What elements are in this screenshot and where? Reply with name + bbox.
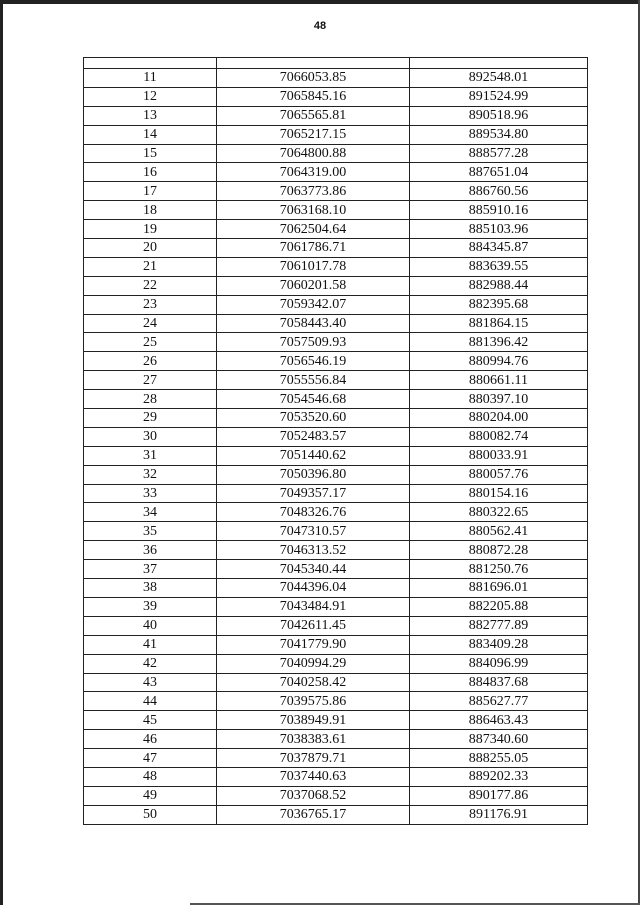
point-number-cell: 29 bbox=[84, 409, 217, 428]
point-number-cell: 33 bbox=[84, 484, 217, 503]
point-number-cell: 38 bbox=[84, 579, 217, 598]
y-coordinate-cell: 883639.55 bbox=[410, 257, 588, 276]
point-number-cell: 28 bbox=[84, 390, 217, 409]
point-number-cell: 41 bbox=[84, 635, 217, 654]
x-coordinate-cell: 7065845.16 bbox=[217, 87, 410, 106]
x-coordinate-cell: 7054546.68 bbox=[217, 390, 410, 409]
x-coordinate-cell: 7060201.58 bbox=[217, 276, 410, 295]
y-coordinate-cell: 886463.43 bbox=[410, 711, 588, 730]
x-coordinate-cell: 7046313.52 bbox=[217, 541, 410, 560]
y-coordinate-cell: 884345.87 bbox=[410, 239, 588, 258]
point-number-cell: 20 bbox=[84, 239, 217, 258]
table-row bbox=[84, 390, 588, 409]
table-row bbox=[84, 465, 588, 484]
point-number-cell: 43 bbox=[84, 673, 217, 692]
point-number-cell: 16 bbox=[84, 163, 217, 182]
y-coordinate-cell: 887340.60 bbox=[410, 730, 588, 749]
point-number-cell: 24 bbox=[84, 314, 217, 333]
table-row bbox=[84, 484, 588, 503]
point-number-cell: 23 bbox=[84, 295, 217, 314]
y-coordinate-cell: 882395.68 bbox=[410, 295, 588, 314]
table-row bbox=[84, 182, 588, 201]
table-row bbox=[84, 257, 588, 276]
table-row bbox=[84, 711, 588, 730]
y-coordinate-cell: 881250.76 bbox=[410, 560, 588, 579]
point-number-cell: 27 bbox=[84, 371, 217, 390]
y-coordinate-cell: 880033.91 bbox=[410, 446, 588, 465]
x-coordinate-cell: 7063168.10 bbox=[217, 201, 410, 220]
y-coordinate-cell: 886760.56 bbox=[410, 182, 588, 201]
table-cell bbox=[410, 58, 588, 69]
point-number-cell: 31 bbox=[84, 446, 217, 465]
x-coordinate-cell: 7062504.64 bbox=[217, 220, 410, 239]
x-coordinate-cell: 7057509.93 bbox=[217, 333, 410, 352]
point-number-cell: 48 bbox=[84, 767, 217, 786]
point-number-cell: 35 bbox=[84, 522, 217, 541]
table-row bbox=[84, 125, 588, 144]
x-coordinate-cell: 7055556.84 bbox=[217, 371, 410, 390]
coordinates-table-body bbox=[84, 58, 588, 825]
x-coordinate-cell: 7037440.63 bbox=[217, 767, 410, 786]
table-row bbox=[84, 87, 588, 106]
table-row bbox=[84, 654, 588, 673]
point-number-cell: 19 bbox=[84, 220, 217, 239]
table-row bbox=[84, 541, 588, 560]
table-row bbox=[84, 522, 588, 541]
point-number-cell: 11 bbox=[84, 69, 217, 88]
table-row bbox=[84, 786, 588, 805]
point-number-cell: 17 bbox=[84, 182, 217, 201]
y-coordinate-cell: 885103.96 bbox=[410, 220, 588, 239]
table-row bbox=[84, 276, 588, 295]
y-coordinate-cell: 887651.04 bbox=[410, 163, 588, 182]
point-number-cell: 46 bbox=[84, 730, 217, 749]
y-coordinate-cell: 880562.41 bbox=[410, 522, 588, 541]
x-coordinate-cell: 7061017.78 bbox=[217, 257, 410, 276]
point-number-cell: 25 bbox=[84, 333, 217, 352]
table-row bbox=[84, 314, 588, 333]
table-row bbox=[84, 239, 588, 258]
y-coordinate-cell: 884096.99 bbox=[410, 654, 588, 673]
point-number-cell: 13 bbox=[84, 106, 217, 125]
x-coordinate-cell: 7047310.57 bbox=[217, 522, 410, 541]
x-coordinate-cell: 7064800.88 bbox=[217, 144, 410, 163]
y-coordinate-cell: 880204.00 bbox=[410, 409, 588, 428]
x-coordinate-cell: 7061786.71 bbox=[217, 239, 410, 258]
y-coordinate-cell: 880082.74 bbox=[410, 427, 588, 446]
table-row bbox=[84, 503, 588, 522]
point-number-cell: 49 bbox=[84, 786, 217, 805]
y-coordinate-cell: 889534.80 bbox=[410, 125, 588, 144]
table-row bbox=[84, 635, 588, 654]
table-cell bbox=[217, 58, 410, 69]
x-coordinate-cell: 7039575.86 bbox=[217, 692, 410, 711]
y-coordinate-cell: 881696.01 bbox=[410, 579, 588, 598]
point-number-cell: 26 bbox=[84, 352, 217, 371]
table-row bbox=[84, 446, 588, 465]
x-coordinate-cell: 7038949.91 bbox=[217, 711, 410, 730]
x-coordinate-cell: 7044396.04 bbox=[217, 579, 410, 598]
x-coordinate-cell: 7037068.52 bbox=[217, 786, 410, 805]
x-coordinate-cell: 7065217.15 bbox=[217, 125, 410, 144]
table-row bbox=[84, 409, 588, 428]
table-row bbox=[84, 749, 588, 768]
table-row bbox=[84, 371, 588, 390]
y-coordinate-cell: 882205.88 bbox=[410, 597, 588, 616]
y-coordinate-cell: 889202.33 bbox=[410, 767, 588, 786]
x-coordinate-cell: 7042611.45 bbox=[217, 616, 410, 635]
table-row bbox=[84, 427, 588, 446]
y-coordinate-cell: 884837.68 bbox=[410, 673, 588, 692]
x-coordinate-cell: 7052483.57 bbox=[217, 427, 410, 446]
y-coordinate-cell: 881864.15 bbox=[410, 314, 588, 333]
y-coordinate-cell: 880322.65 bbox=[410, 503, 588, 522]
point-number-cell: 21 bbox=[84, 257, 217, 276]
table-row bbox=[84, 560, 588, 579]
table-cell bbox=[84, 58, 217, 69]
point-number-cell: 36 bbox=[84, 541, 217, 560]
y-coordinate-cell: 888255.05 bbox=[410, 749, 588, 768]
x-coordinate-cell: 7050396.80 bbox=[217, 465, 410, 484]
y-coordinate-cell: 880661.11 bbox=[410, 371, 588, 390]
x-coordinate-cell: 7040258.42 bbox=[217, 673, 410, 692]
y-coordinate-cell: 882777.89 bbox=[410, 616, 588, 635]
y-coordinate-cell: 890518.96 bbox=[410, 106, 588, 125]
point-number-cell: 14 bbox=[84, 125, 217, 144]
point-number-cell: 44 bbox=[84, 692, 217, 711]
table-row bbox=[84, 597, 588, 616]
point-number-cell: 32 bbox=[84, 465, 217, 484]
table-row bbox=[84, 673, 588, 692]
point-number-cell: 22 bbox=[84, 276, 217, 295]
y-coordinate-cell: 892548.01 bbox=[410, 69, 588, 88]
x-coordinate-cell: 7036765.17 bbox=[217, 805, 410, 824]
x-coordinate-cell: 7048326.76 bbox=[217, 503, 410, 522]
table-row bbox=[84, 295, 588, 314]
x-coordinate-cell: 7066053.85 bbox=[217, 69, 410, 88]
y-coordinate-cell: 880872.28 bbox=[410, 541, 588, 560]
y-coordinate-cell: 880994.76 bbox=[410, 352, 588, 371]
y-coordinate-cell: 890177.86 bbox=[410, 786, 588, 805]
y-coordinate-cell: 883409.28 bbox=[410, 635, 588, 654]
x-coordinate-cell: 7045340.44 bbox=[217, 560, 410, 579]
table-row bbox=[84, 579, 588, 598]
point-number-cell: 40 bbox=[84, 616, 217, 635]
table-row bbox=[84, 144, 588, 163]
x-coordinate-cell: 7049357.17 bbox=[217, 484, 410, 503]
point-number-cell: 39 bbox=[84, 597, 217, 616]
x-coordinate-cell: 7065565.81 bbox=[217, 106, 410, 125]
x-coordinate-cell: 7051440.62 bbox=[217, 446, 410, 465]
x-coordinate-cell: 7053520.60 bbox=[217, 409, 410, 428]
coordinates-table bbox=[83, 57, 588, 825]
point-number-cell: 37 bbox=[84, 560, 217, 579]
point-number-cell: 42 bbox=[84, 654, 217, 673]
point-number-cell: 12 bbox=[84, 87, 217, 106]
point-number-cell: 18 bbox=[84, 201, 217, 220]
x-coordinate-cell: 7058443.40 bbox=[217, 314, 410, 333]
y-coordinate-cell: 880057.76 bbox=[410, 465, 588, 484]
page-border-left bbox=[0, 0, 3, 905]
point-number-cell: 34 bbox=[84, 503, 217, 522]
point-number-cell: 47 bbox=[84, 749, 217, 768]
y-coordinate-cell: 882988.44 bbox=[410, 276, 588, 295]
y-coordinate-cell: 880397.10 bbox=[410, 390, 588, 409]
y-coordinate-cell: 880154.16 bbox=[410, 484, 588, 503]
point-number-cell: 30 bbox=[84, 427, 217, 446]
table-row bbox=[84, 163, 588, 182]
x-coordinate-cell: 7041779.90 bbox=[217, 635, 410, 654]
table-row bbox=[84, 333, 588, 352]
table-row-blank bbox=[84, 58, 588, 69]
x-coordinate-cell: 7037879.71 bbox=[217, 749, 410, 768]
table-row bbox=[84, 201, 588, 220]
x-coordinate-cell: 7038383.61 bbox=[217, 730, 410, 749]
table-row bbox=[84, 220, 588, 239]
table-row bbox=[84, 767, 588, 786]
table-row bbox=[84, 692, 588, 711]
y-coordinate-cell: 888577.28 bbox=[410, 144, 588, 163]
point-number-cell: 45 bbox=[84, 711, 217, 730]
y-coordinate-cell: 885910.16 bbox=[410, 201, 588, 220]
y-coordinate-cell: 891176.91 bbox=[410, 805, 588, 824]
table-row bbox=[84, 106, 588, 125]
table-row bbox=[84, 69, 588, 88]
x-coordinate-cell: 7059342.07 bbox=[217, 295, 410, 314]
page-number: 48 bbox=[313, 20, 327, 32]
table-row bbox=[84, 805, 588, 824]
point-number-cell: 15 bbox=[84, 144, 217, 163]
y-coordinate-cell: 885627.77 bbox=[410, 692, 588, 711]
x-coordinate-cell: 7064319.00 bbox=[217, 163, 410, 182]
x-coordinate-cell: 7056546.19 bbox=[217, 352, 410, 371]
table-row bbox=[84, 730, 588, 749]
x-coordinate-cell: 7040994.29 bbox=[217, 654, 410, 673]
x-coordinate-cell: 7063773.86 bbox=[217, 182, 410, 201]
table-row bbox=[84, 616, 588, 635]
y-coordinate-cell: 891524.99 bbox=[410, 87, 588, 106]
x-coordinate-cell: 7043484.91 bbox=[217, 597, 410, 616]
page-border-top bbox=[0, 0, 640, 4]
y-coordinate-cell: 881396.42 bbox=[410, 333, 588, 352]
table-row bbox=[84, 352, 588, 371]
point-number-cell: 50 bbox=[84, 805, 217, 824]
